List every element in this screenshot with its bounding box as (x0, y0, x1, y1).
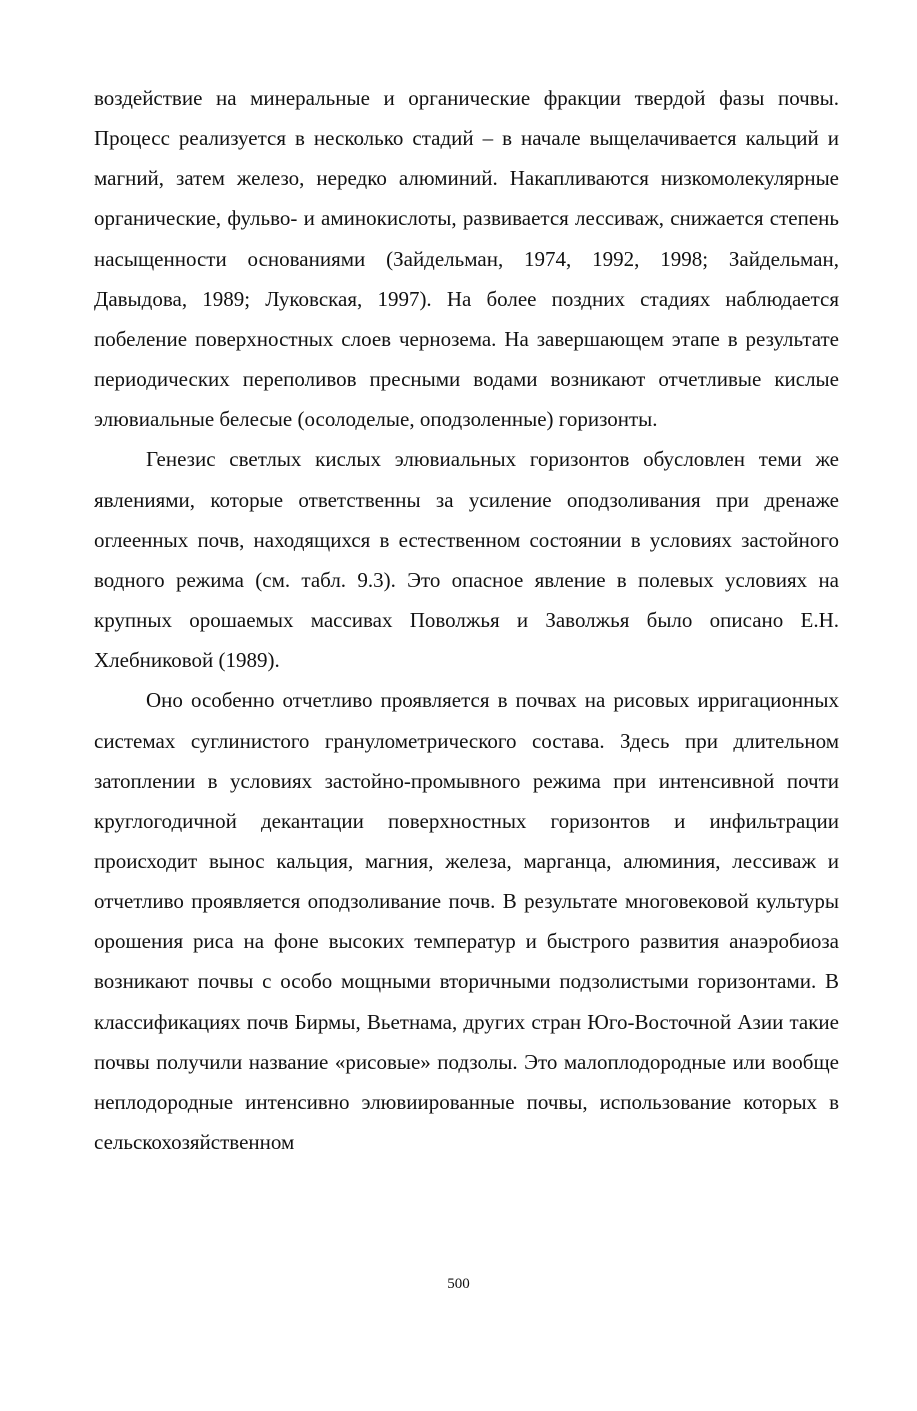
page-body (94, 78, 839, 1162)
paragraph-rice-soils: Оно особенно отчетливо проявляется в почвах на рисовых ирригационных системах суглинистого гранулометрического состава. Здесь при длительном затоплении в условиях застойно-промывного режима при интенсивной почти круглогодичной декантации поверхностных горизонтов и инфильтрации происходит вынос кальция, магния, железа, марганца, алюминия, лессиваж и отчетливо проявляется оподзоливание почв. В результате многовековой культуры орошения риса на фоне высоких температур и быстрого развития анаэробиоза возникают почвы с особо мощными вторичными подзолистыми горизонтами. В классификациях почв Бирмы, Вьетнама, других стран Юго-Восточной Азии такие почвы получили название «рисовые» подзолы. Это малоплодородные или вообще неплодородные интенсивно элювиированные почвы, использование которых в сельскохозяйственном (94, 688, 839, 1155)
paragraph-continuation: воздействие на минеральные и органические фракции твердой фазы почвы. Процесс реализуется в несколько стадий – в начале выщелачивается кальций и магний, затем железо, нередко алюминий. Накапливаются низкомолекулярные органические, фульво- и аминокислоты, развивается лессиваж, снижается степень насыщенности основаниями (Зайдельман, 1974, 1992, 1998; Зайдельман, Давыдова, 1989; Луковская, 1997). На более поздних стадиях наблюдается побеление поверхностных слоев чернозема. На завершающем этапе в результате периодических переполивов пресными водами возникают отчетливые кислые элювиальные белесые (осолоделые, оподзоленные) горизонты. (94, 86, 839, 432)
paragraph-genesis: Генезис светлых кислых элювиальных горизонтов обусловлен теми же явлениями, которые ответственны за усиление оподзоливания при дренаже оглеенных почв, находящихся в естественном состоянии в условиях застойного водного режима (см. табл. 9.3). Это опасное явление в полевых условиях на крупных орошаемых массивах Поволжья и Заволжья было описано Е.Н. Хлебниковой (1989). (94, 447, 839, 673)
page-number: 500 (447, 1276, 470, 1292)
